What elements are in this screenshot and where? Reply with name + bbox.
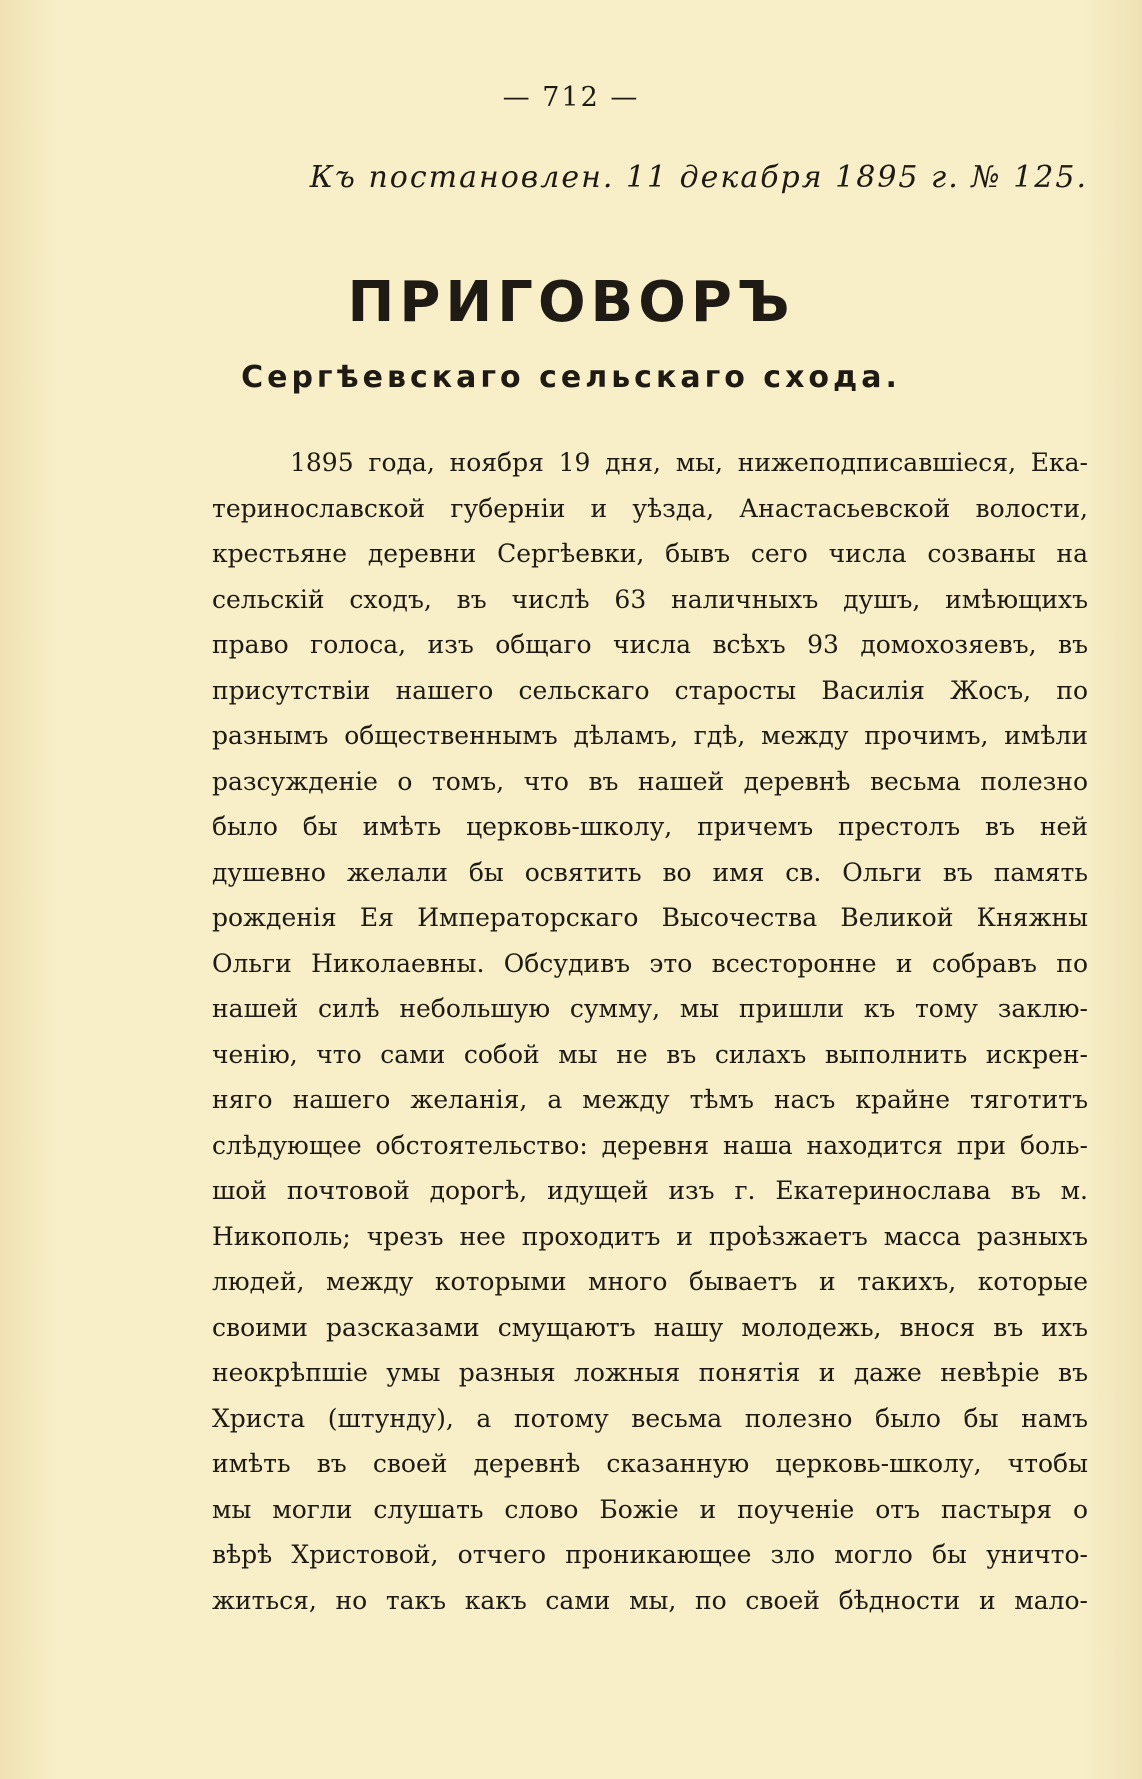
body-line: крестьяне деревни Сергѣевки, бывъ сего числа созваны на (212, 539, 1088, 568)
body-text (212, 440, 1088, 1623)
body-line: людей, между которыми много бываетъ и такихъ, которые (212, 1267, 1088, 1296)
body-line: разсужденіе о томъ, что въ нашей деревнѣ весьма полезно (212, 766, 1088, 796)
body-line: шой почтовой дорогѣ, идущей изъ г. Екатеринослава въ м. (212, 1176, 1088, 1205)
body-line: теринославской губерніи и уѣзда, Анастасьевской волости, (212, 493, 1088, 523)
body-line: Ольги Николаевны. Обсудивъ это всесторонне и собравъ по (212, 948, 1088, 978)
body-line: няго нашего желанія, а между тѣмъ насъ крайне тяготитъ (212, 1085, 1088, 1114)
body-line: Никополь; чрезъ нее проходитъ и проѣзжаетъ масса разныхъ (212, 1221, 1088, 1251)
body-line: разнымъ общественнымъ дѣламъ, гдѣ, между прочимъ, имѣли (212, 721, 1088, 750)
body-line: душевно желали бы освятить во имя св. Ольги въ память (212, 857, 1088, 887)
body-line: 1895 года, ноября 19 дня, мы, нижеподписавшіеся, Ека- (290, 448, 1088, 477)
body-line: слѣдующее обстоятельство: деревня наша находится при боль- (212, 1130, 1088, 1160)
body-line: Христа (штунду), а потому весьма полезно было бы намъ (212, 1403, 1088, 1433)
body-line: право голоса, изъ общаго числа всѣхъ 93 домохозяевъ, въ (212, 630, 1088, 659)
page-number: — 712 — (502, 82, 640, 113)
body-line: житься, но такъ какъ сами мы, по своей бѣдности и мало- (212, 1585, 1088, 1615)
body-line: нашей силѣ небольшую сумму, мы пришли къ тому заклю- (212, 994, 1088, 1023)
body-line: имѣть въ своей деревнѣ сказанную церковь-школу, чтобы (212, 1449, 1088, 1478)
body-line: неокрѣпшіе умы разныя ложныя понятія и даже невѣріе въ (212, 1358, 1088, 1387)
document-subtitle: Сергѣевскаго сельскаго схода. (241, 360, 901, 395)
body-line: мы могли слушать слово Божіе и поученіе отъ пастыря о (212, 1494, 1088, 1524)
body-line: присутствіи нашего сельскаго старосты Василія Жосъ, по (212, 675, 1088, 705)
body-line: ченію, что сами собой мы не въ силахъ выполнить искрен- (212, 1039, 1088, 1069)
body-line: сельскій сходъ, въ числѣ 63 наличныхъ душъ, имѣющихъ (212, 584, 1088, 614)
body-line: было бы имѣть церковь-школу, причемъ престолъ въ ней (212, 812, 1088, 841)
body-line: вѣрѣ Христовой, отчего проникающее зло могло бы уничто- (212, 1540, 1088, 1569)
decree-reference: Къ постановлен. 11 декабря 1895 г. № 125. (309, 160, 1088, 195)
document-title: ПРИГОВОРЪ (347, 270, 795, 335)
body-line: своими разсказами смущаютъ нашу молодежь, внося въ ихъ (212, 1312, 1088, 1342)
body-line: рожденія Ея Императорскаго Высочества Великой Княжны (212, 903, 1088, 932)
